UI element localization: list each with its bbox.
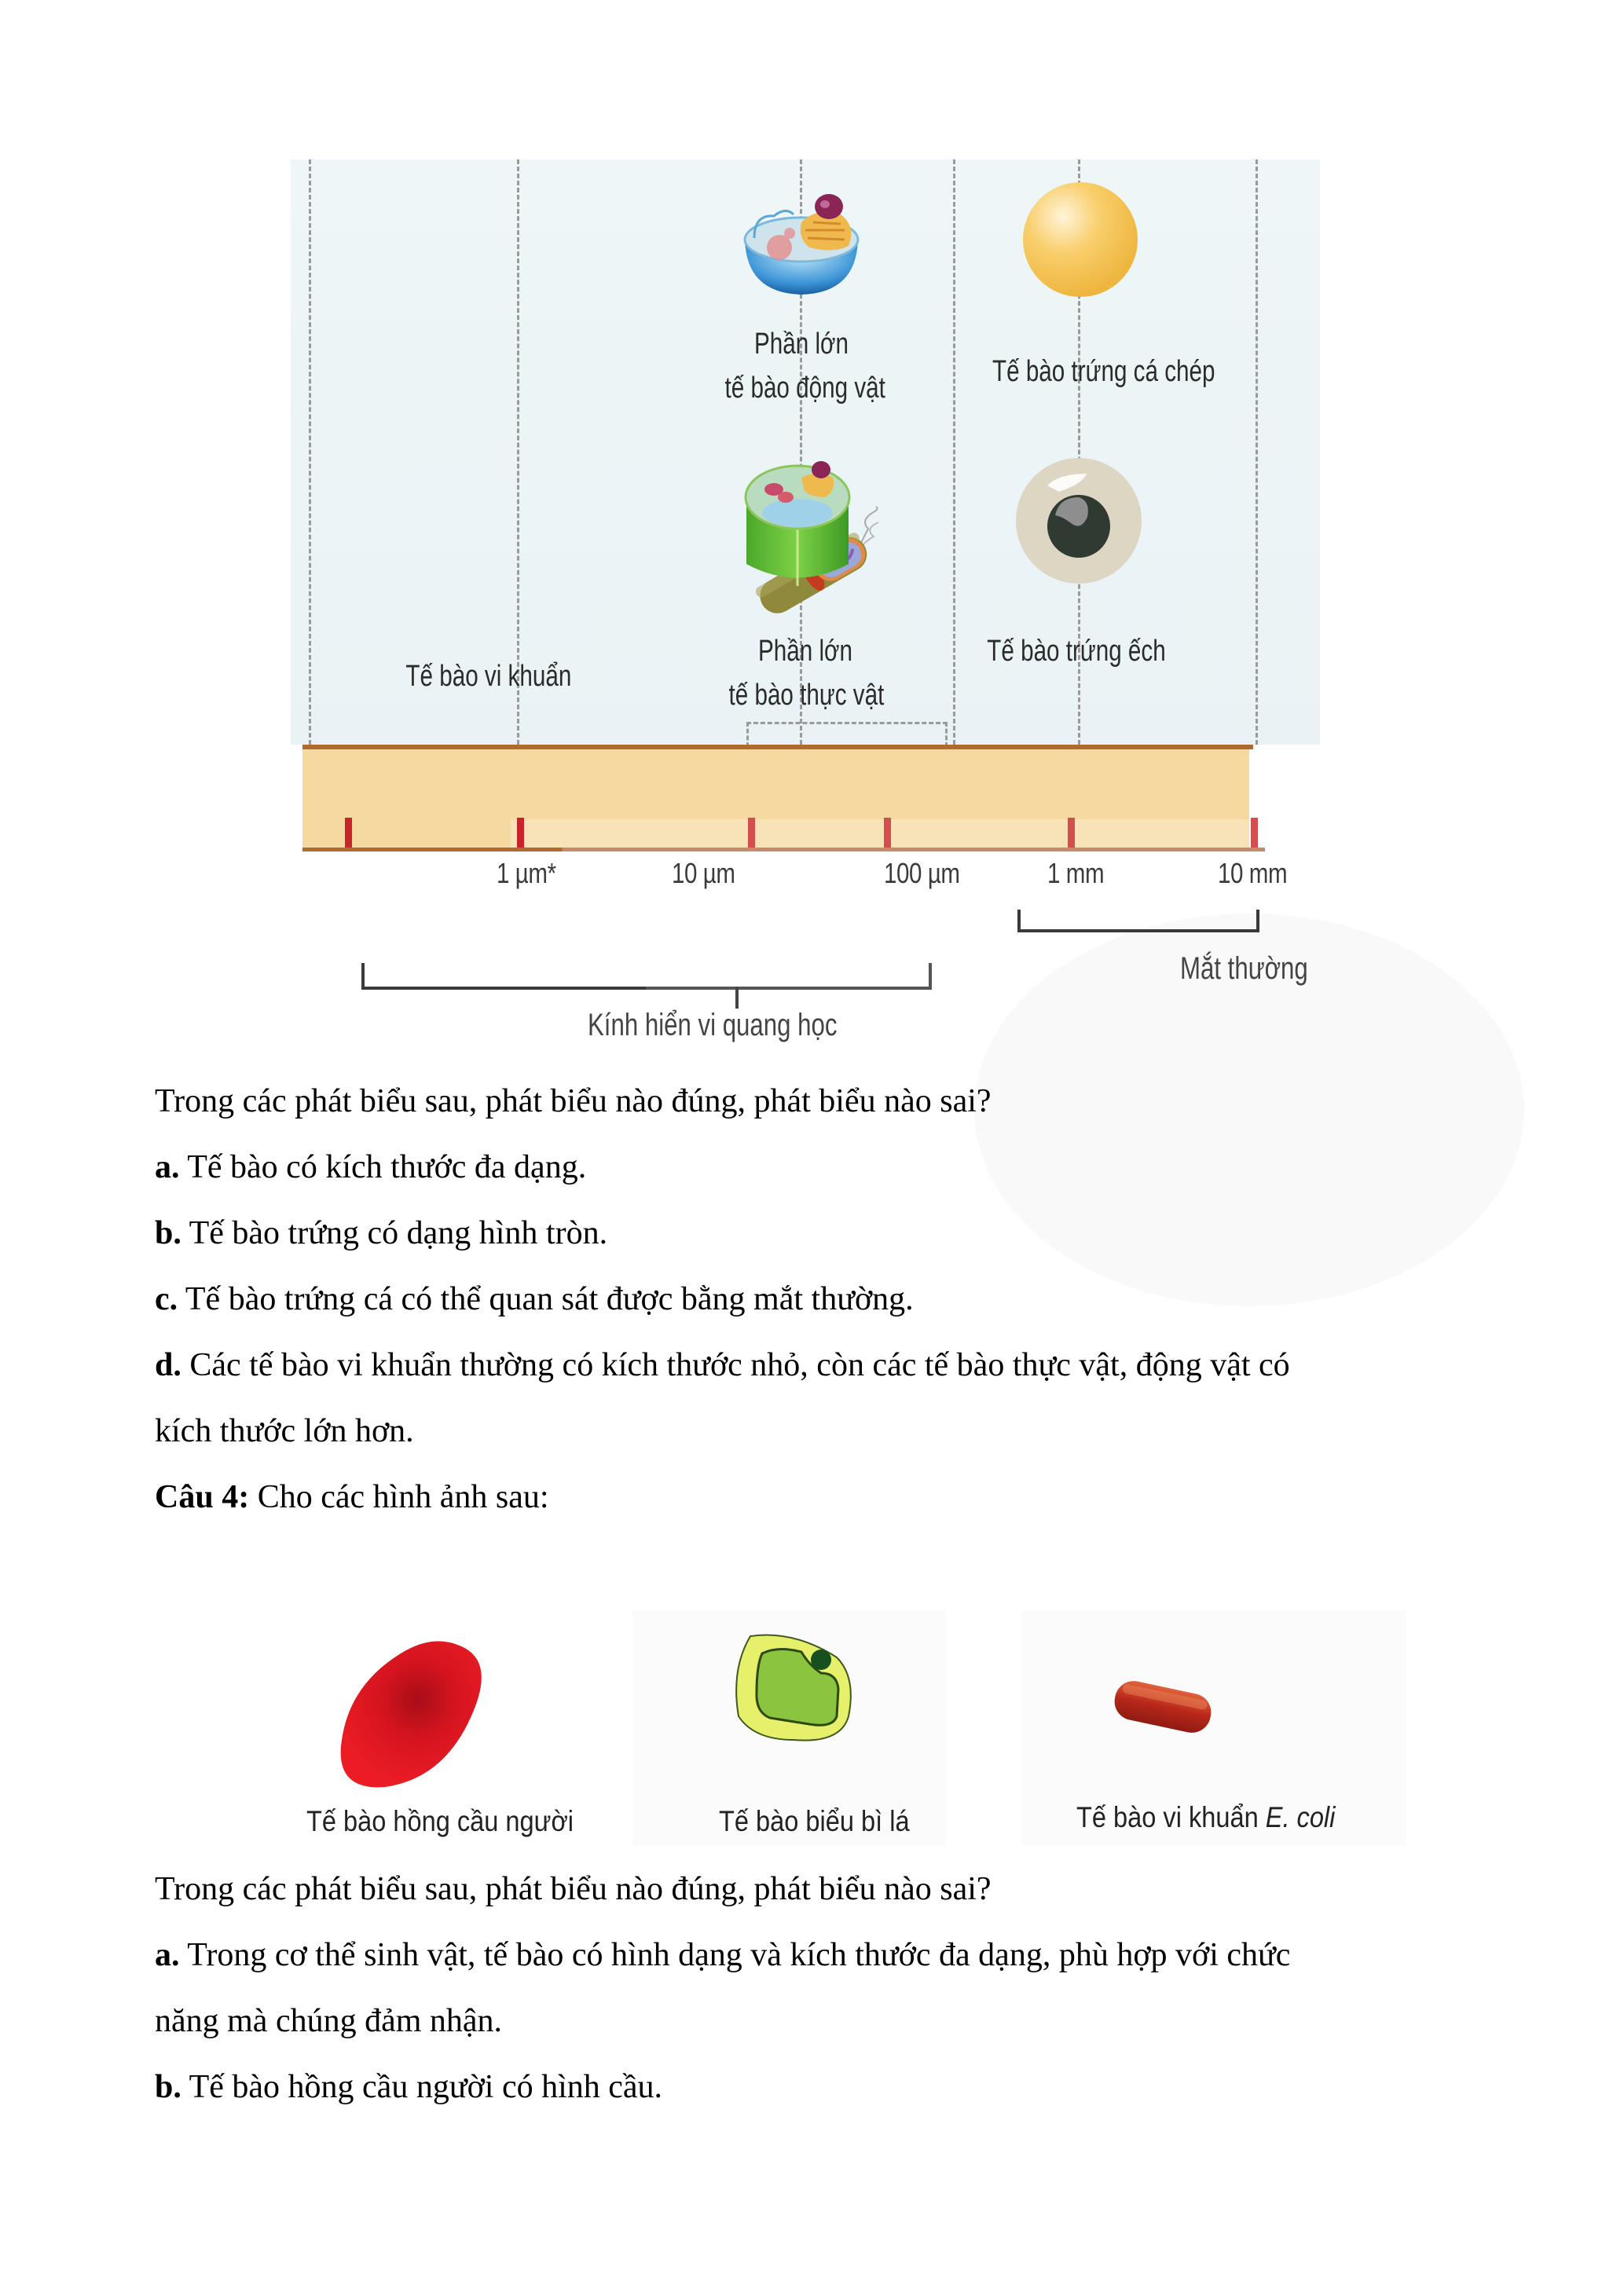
q3-prompt: Trong các phát biểu sau, phát biểu nào đúng, phát biểu nào sai? [155,1083,992,1119]
plant-cell-label [728,629,885,717]
animal-cell-label [724,322,885,410]
statement-letter: b. [155,1215,181,1251]
statement-text: Tế bào trứng có dạng hình tròn. [181,1215,608,1251]
animal-cell-icon [731,183,872,301]
statement-text: Các tế bào vi khuẩn thường có kích thước nhỏ, còn các tế bào thực vật, động vật có [181,1347,1290,1383]
cell-size-figure [291,159,1340,1049]
plant-cell-label-line1: Phần lớn [758,635,852,668]
animal-cell-label-line2: tế bào động vật [724,372,885,405]
statement-text: Tế bào hồng cầu người có hình cầu. [181,2069,663,2105]
animal-cell-label-line1: Phần lớn [754,328,849,361]
microscope-bracket-right [646,963,932,990]
bacteria-label: Tế bào vi khuẩn [405,660,572,693]
statement-letter: b. [155,2069,181,2105]
light-microscope-label: Kính hiển vi quang học [588,1008,838,1042]
scale-label-10um: 10 µm [672,857,735,889]
scale-tick [748,818,755,848]
statement-letter: c. [155,1281,178,1317]
plant-cell-icon [727,454,868,591]
q3-statement-c [155,1280,914,1319]
scale-tick [345,818,352,848]
scale-tick [1251,818,1258,848]
microscope-bracket-left [361,963,649,990]
e-coli-icon [1100,1672,1226,1742]
fish-egg-icon [1017,177,1143,302]
cell-shapes-figure [291,1610,1406,1846]
q4-heading: Câu 4: [155,1479,250,1515]
scale-band-top-edge [302,745,1253,749]
microscope-bracket-stem [735,987,739,1009]
scale-band-lower [302,819,1249,851]
leaf-epidermal-cell-icon [731,1630,856,1748]
q4-statement-a-continuation: năng mà chúng đảm nhận. [155,2003,503,2039]
q4-intro: Cho các hình ảnh sau: [249,1479,549,1515]
q3-statement-d [155,1346,1290,1385]
statement-text: Tế bào có kích thước đa dạng. [179,1149,587,1185]
e-coli-caption-prefix: Tế bào vi khuẩn [1076,1801,1266,1833]
q4-statement-b [155,2067,662,2107]
guide-line [953,159,955,745]
scale-label-100um: 100 µm [884,857,960,889]
scale-label-10mm: 10 mm [1218,857,1288,889]
e-coli-caption [1076,1801,1335,1834]
guide-line [309,159,311,745]
fish-egg-label: Tế bào trứng cá chép [992,355,1215,388]
e-coli-caption-italic: E. coli [1265,1801,1336,1833]
scale-label-1um: 1 µm* [497,857,556,889]
scale-label-1mm: 1 mm [1047,857,1105,889]
plant-cell-label-line2: tế bào thực vật [728,679,885,712]
statement-text: Trong cơ thể sinh vật, tế bào có hình dạng và kích thước đa dạng, phù hợp với chức [179,1937,1291,1973]
red-blood-cell-caption: Tế bào hồng cầu người [306,1805,574,1837]
naked-eye-bracket [1017,910,1259,932]
scale-tick [517,818,524,848]
leaf-epidermal-caption: Tế bào biểu bì lá [719,1805,910,1837]
q4-heading-line [155,1478,549,1517]
q4-prompt: Trong các phát biểu sau, phát biểu nào đúng, phát biểu nào sai? [155,1871,992,1907]
frog-egg-icon [1012,454,1146,588]
q3-statement-a [155,1148,586,1187]
dashed-box [746,722,948,747]
statement-letter: a. [155,1149,180,1185]
statement-text: Tế bào trứng cá có thể quan sát được bằng mắt thường. [178,1281,914,1317]
scale-band-bottom-edge [302,848,1265,851]
q3-statement-d-continuation: kích thước lớn hơn. [155,1413,414,1449]
guide-line [1256,159,1258,745]
naked-eye-label: Mắt thường [1180,951,1308,986]
q3-statement-b [155,1214,607,1253]
red-blood-cell-icon [330,1630,487,1791]
frog-egg-label: Tế bào trứng ếch [987,635,1166,668]
scale-tick [884,818,891,848]
statement-letter: a. [155,1937,180,1973]
statement-letter: d. [155,1347,181,1383]
q4-statement-a [155,1935,1290,1975]
scale-tick [1068,818,1075,848]
